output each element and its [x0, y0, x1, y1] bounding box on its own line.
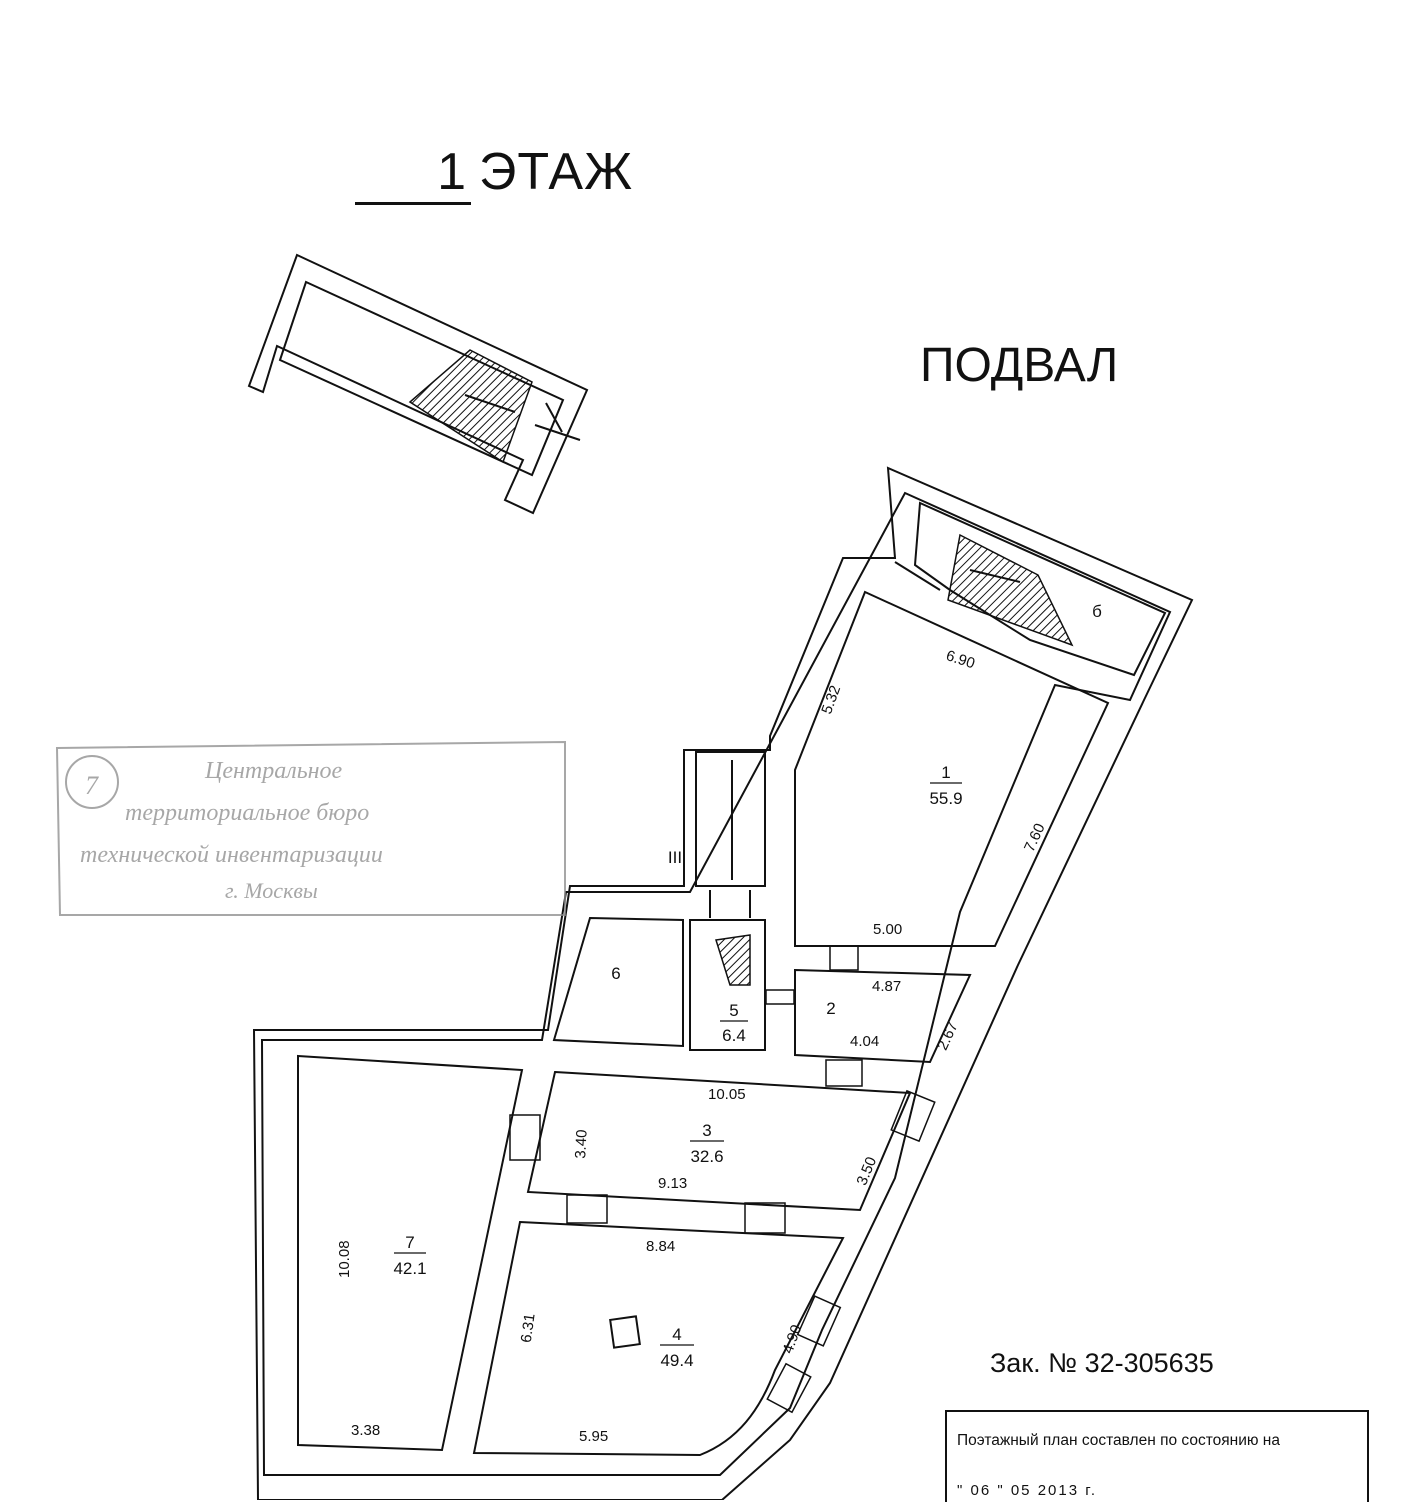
- dim-4-right: 4.90: [779, 1322, 806, 1356]
- floor-number: 1: [355, 142, 471, 205]
- basement-heading: ПОДВАЛ: [920, 339, 1119, 392]
- room-4-number: 4: [672, 1325, 682, 1344]
- stamp-line-2: территориальное бюро: [125, 800, 370, 826]
- entrance-stair: [696, 752, 765, 918]
- dim-3-bottom: 9.13: [658, 1175, 688, 1192]
- room-3-area: 32.6: [690, 1147, 724, 1166]
- room-5-stair: [716, 935, 750, 985]
- dim-3-top: 10.05: [708, 1086, 746, 1103]
- dim-1-top: 6.90: [943, 647, 977, 673]
- dim-2-right: 2.67: [933, 1019, 962, 1053]
- inventory-stamp: [57, 742, 565, 915]
- room-4-area: 49.4: [660, 1351, 694, 1370]
- stair-label: III: [667, 848, 683, 867]
- room-7-area: 42.1: [393, 1259, 427, 1278]
- dim-3-left: 3.40: [572, 1129, 591, 1160]
- dim-1-bottom: 5.00: [873, 921, 903, 938]
- dim-4-top: 8.84: [646, 1238, 676, 1255]
- status-date-caption: Поэтажный план составлен по состоянию на: [957, 1432, 1280, 1449]
- room-5-number: 5: [729, 1001, 739, 1020]
- dim-2-top: 4.87: [872, 978, 902, 995]
- room-1-area: 55.9: [929, 789, 963, 808]
- room-3-number: 3: [702, 1121, 712, 1140]
- dim-1-right: 7.60: [1020, 820, 1049, 855]
- status-date-value: " 06 " 05 2013 г.: [957, 1482, 1098, 1499]
- room-7-number: 7: [405, 1233, 415, 1252]
- floor-label: ЭТАЖ: [479, 143, 634, 201]
- dim-4-left: 6.31: [517, 1312, 539, 1344]
- upper-stair-block: [249, 255, 587, 513]
- stamp-number: 7: [85, 771, 98, 800]
- room-1-number: 1: [941, 763, 951, 782]
- room-b-number: б: [1092, 602, 1102, 621]
- room-5-area: 6.4: [722, 1026, 746, 1045]
- room-labels: [393, 602, 1102, 1370]
- stamp-line-4: г. Москвы: [225, 878, 318, 903]
- stamp-line-3: технической инвентаризации: [80, 842, 383, 868]
- dim-3-right: 3.50: [853, 1154, 881, 1188]
- dim-1-left: 5.32: [818, 683, 845, 717]
- stamp-line-1: Центральное: [205, 758, 343, 784]
- order-number: Зак. № 32-305635: [990, 1348, 1214, 1378]
- status-date-box: [945, 1410, 1369, 1502]
- dim-4-bottom: 5.95: [579, 1428, 609, 1445]
- room-1-outline: [795, 592, 1108, 946]
- room-6-number: 6: [611, 964, 621, 983]
- room-4-column: [610, 1316, 640, 1347]
- dim-7-left: 10.08: [336, 1240, 353, 1278]
- dim-7-bottom: 3.38: [351, 1422, 381, 1439]
- room-2-number: 2: [826, 999, 836, 1018]
- dim-2-bottom: 4.04: [850, 1033, 880, 1050]
